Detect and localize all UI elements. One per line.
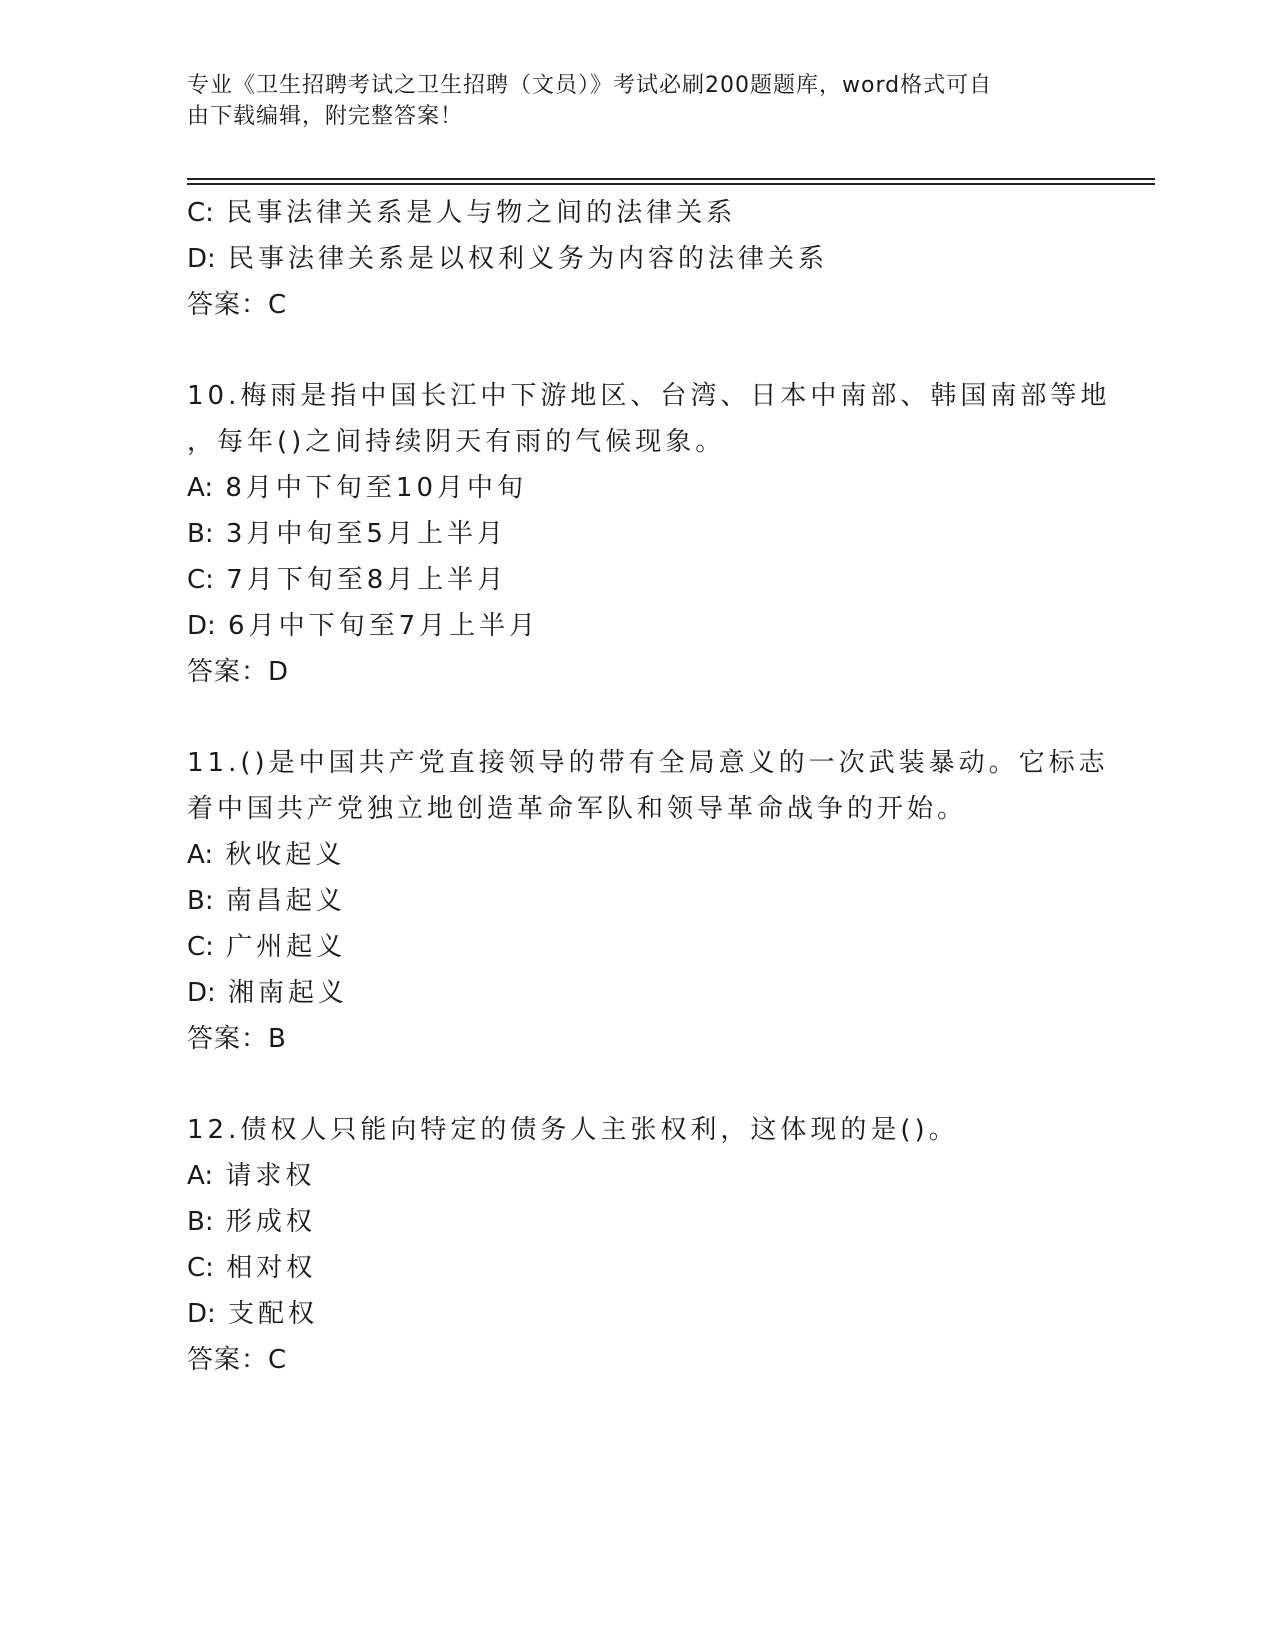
- option-text: 8月中下旬至10月中旬: [225, 473, 527, 503]
- option-d: [187, 1291, 1087, 1337]
- prev-question: [187, 190, 1087, 328]
- option-text: 民事法律关系是人与物之间的法律关系: [226, 198, 737, 228]
- question-11: [187, 740, 1109, 1062]
- header-rule-top: [187, 178, 1155, 180]
- option-d: [187, 603, 1087, 649]
- option-label: B:: [187, 519, 214, 549]
- option-label: A:: [187, 840, 214, 870]
- option-text: 相对权: [226, 1253, 317, 1283]
- answer-line: 答案：B: [187, 1024, 287, 1054]
- option-c: [187, 1245, 1087, 1291]
- option-b: [187, 878, 1087, 924]
- option-d: [187, 970, 1087, 1016]
- header-line-2: 由下载编辑，附完整答案！: [187, 104, 464, 129]
- option-text: 支配权: [228, 1299, 319, 1329]
- option-label: D:: [187, 1299, 216, 1329]
- option-label: A:: [187, 1161, 214, 1191]
- option-label: C:: [187, 1253, 214, 1283]
- header-rule-bottom: [187, 183, 1155, 185]
- question-text-line: 11.()是中国共产党直接领导的带有全局意义的一次武装暴动。它标志: [187, 748, 1109, 778]
- question-content: [187, 190, 1111, 1383]
- option-c: [187, 190, 1087, 236]
- option-label: D:: [187, 244, 216, 274]
- option-label: C:: [187, 198, 214, 228]
- question-10: [187, 373, 1111, 695]
- question-text-line: ，每年()之间持续阴天有雨的气候现象。: [187, 427, 726, 457]
- option-label: D:: [187, 611, 216, 641]
- option-c: [187, 924, 1087, 970]
- option-text: 6月中下旬至7月上半月: [228, 611, 540, 641]
- question-text-line: 12.债权人只能向特定的债务人主张权利，这体现的是()。: [187, 1115, 959, 1145]
- option-b: [187, 511, 1087, 557]
- question-12: [187, 1107, 1087, 1383]
- option-a: [187, 832, 1087, 878]
- option-text: 请求权: [225, 1161, 316, 1191]
- option-a: [187, 1153, 1087, 1199]
- option-text: 7月下旬至8月上半月: [226, 565, 508, 595]
- answer-line: 答案：C: [187, 290, 288, 320]
- header-line-1: 专业《卫生招聘考试之卫生招聘（文员）》考试必刷200题题库，word格式可自: [187, 73, 993, 98]
- option-text: 秋收起义: [225, 840, 346, 870]
- document-header: [187, 70, 1077, 132]
- option-text: 湘南起义: [228, 978, 349, 1008]
- option-label: D:: [187, 978, 216, 1008]
- option-a: [187, 465, 1087, 511]
- option-label: C:: [187, 565, 214, 595]
- option-text: 形成权: [225, 1207, 316, 1237]
- option-text: 民事法律关系是以权利义务为内容的法律关系: [228, 244, 829, 274]
- option-text: 3月中旬至5月上半月: [225, 519, 507, 549]
- question-text-line: 10.梅雨是指中国长江中下游地区、台湾、日本中南部、韩国南部等地: [187, 381, 1111, 411]
- question-text-line: 着中国共产党独立地创造革命军队和领导革命战争的开始。: [187, 794, 968, 824]
- option-label: B:: [187, 1207, 214, 1237]
- option-text: 南昌起义: [225, 886, 346, 916]
- answer-line: 答案：D: [187, 657, 290, 687]
- option-c: [187, 557, 1087, 603]
- option-label: B:: [187, 886, 214, 916]
- option-d: [187, 236, 1087, 282]
- option-b: [187, 1199, 1087, 1245]
- option-text: 广州起义: [226, 932, 347, 962]
- option-label: C:: [187, 932, 214, 962]
- option-label: A:: [187, 473, 214, 503]
- answer-line: 答案：C: [187, 1345, 288, 1375]
